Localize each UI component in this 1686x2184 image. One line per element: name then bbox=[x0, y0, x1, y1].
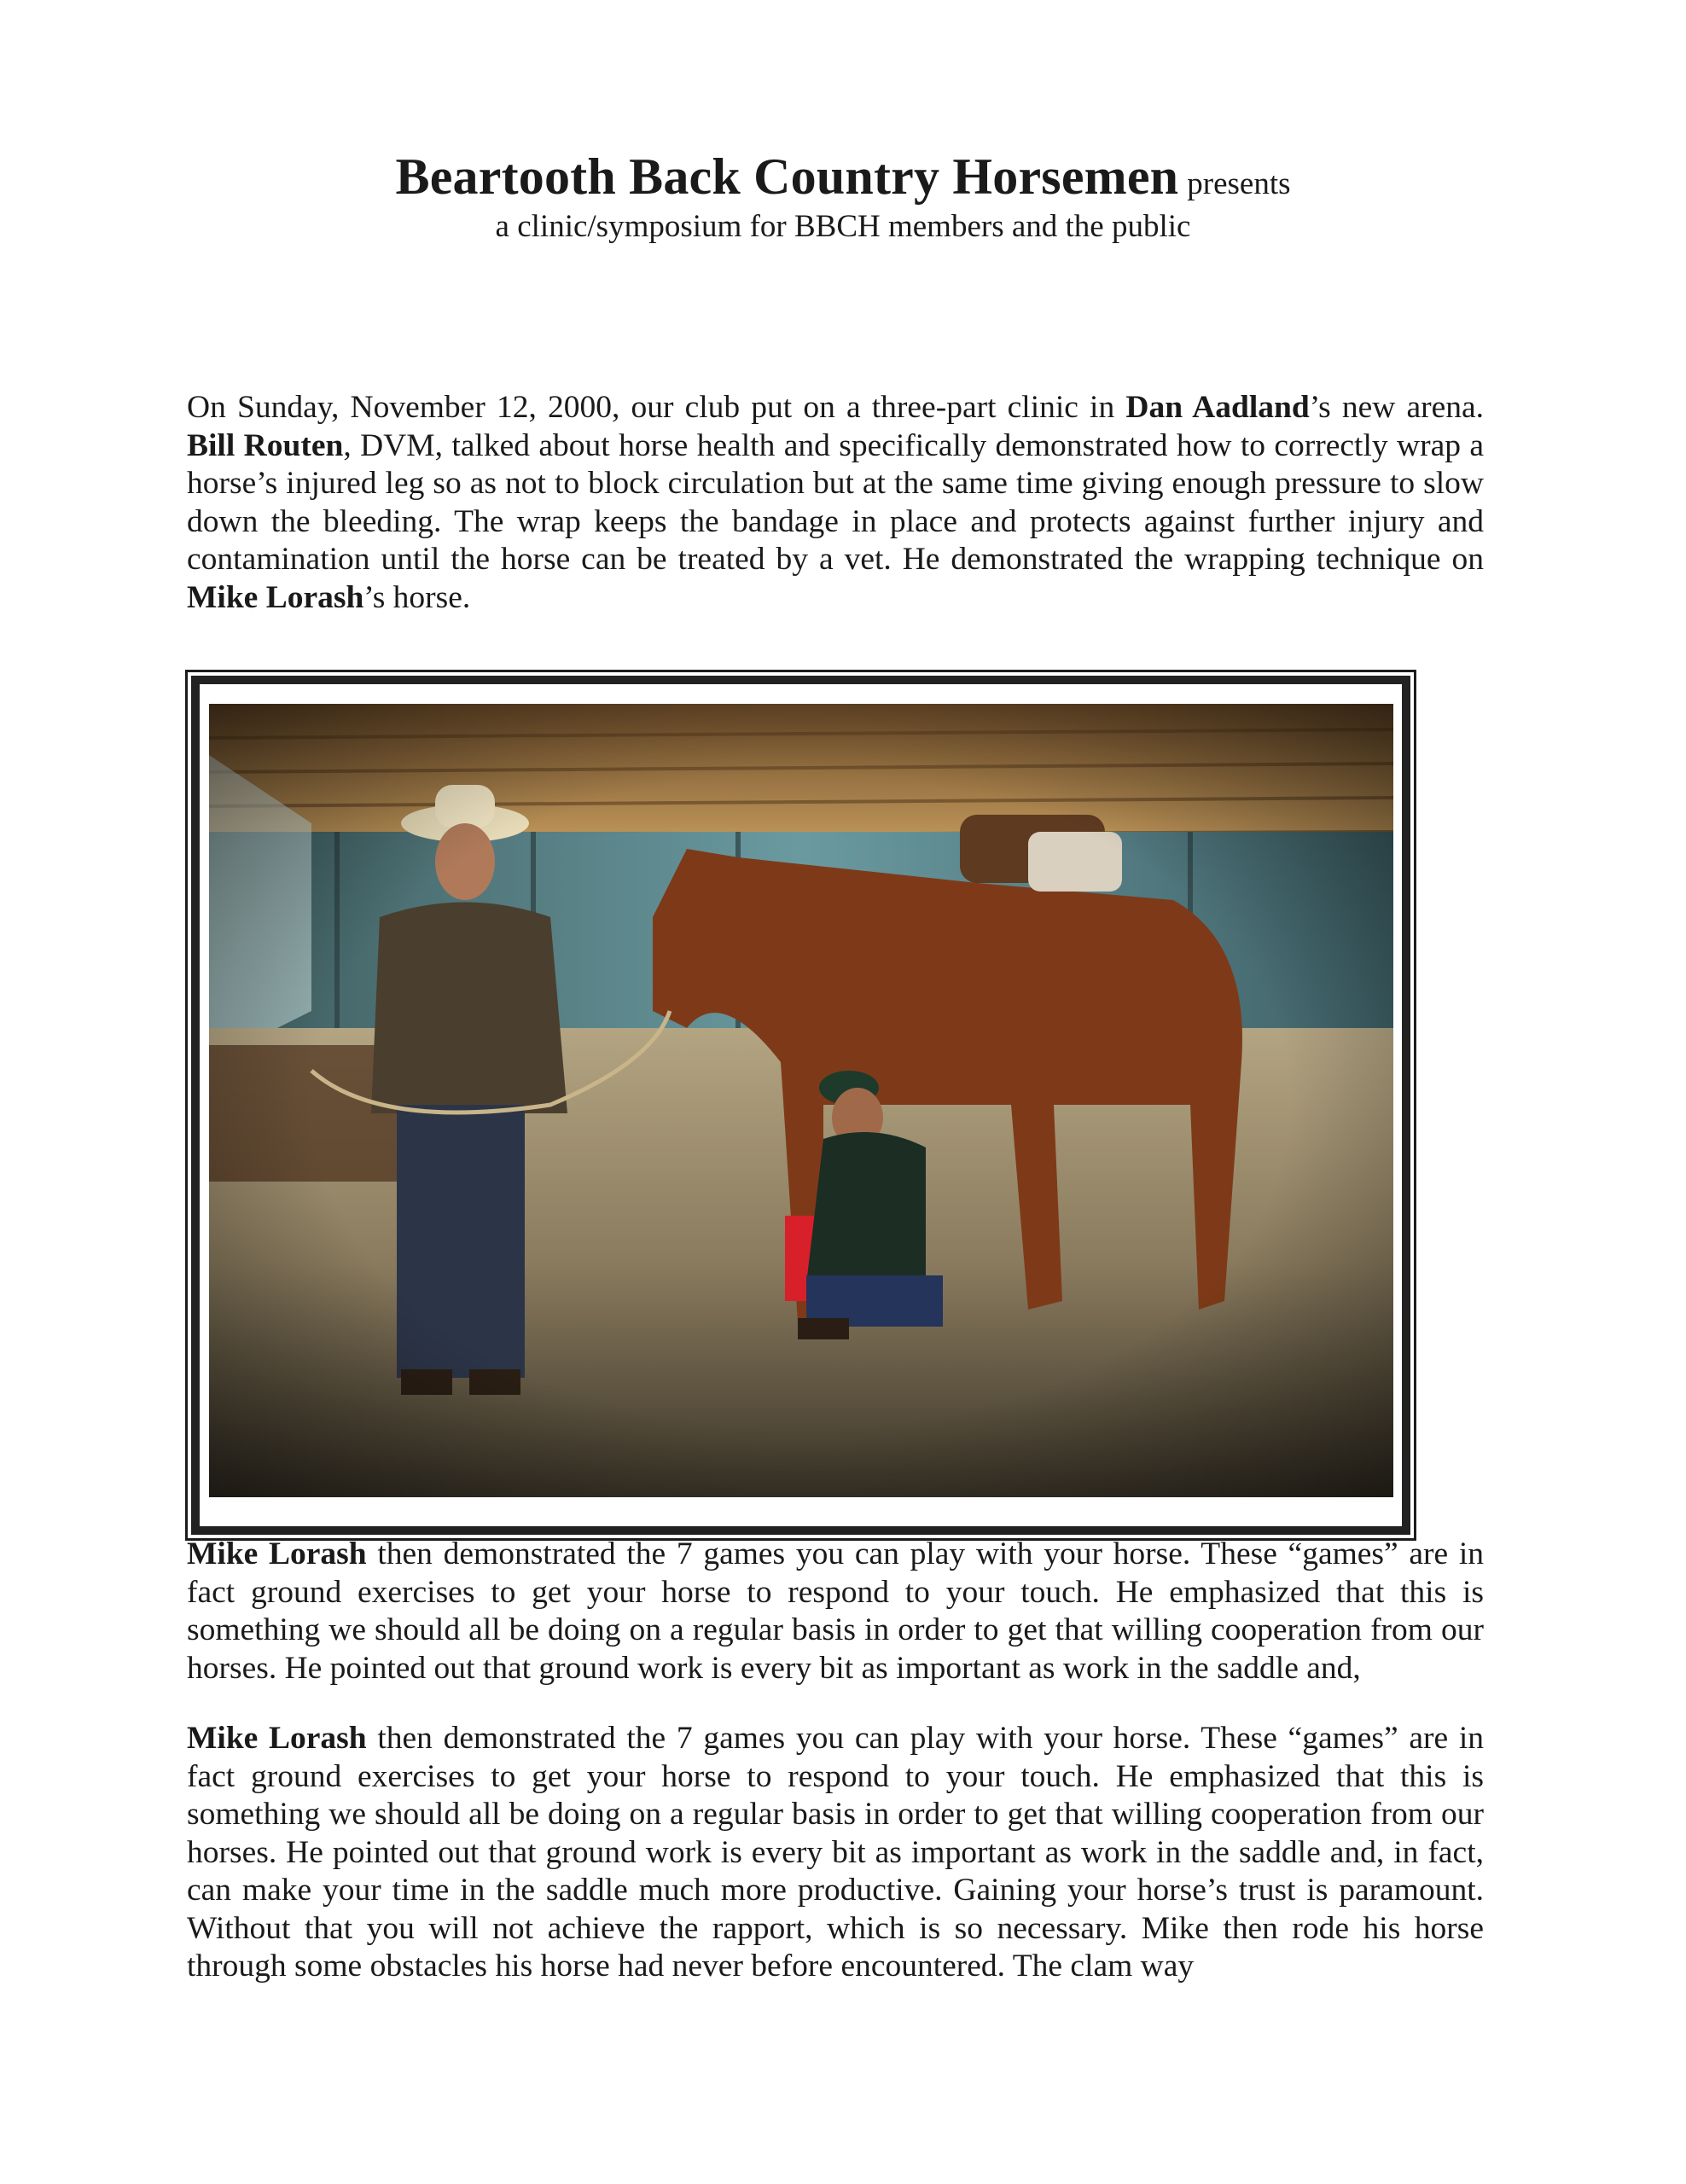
document-subtitle: a clinic/symposium for BBCH members and the public bbox=[495, 209, 1191, 244]
name-mike-lorash: Mike Lorash bbox=[187, 1536, 367, 1571]
paragraph-games-full bbox=[187, 1720, 1484, 1986]
text-run: ’s new arena. bbox=[1309, 390, 1485, 425]
text-run: , DVM, talked about horse health and specifically demonstrated how to correctly wrap a horse’s injured leg so as not to block circulation but at the same time giving enough pressure to slow down the bleeding. The wrap keeps the bandage in place and protects against further injury and contamination until the horse can be treated by a vet. He demonstrated the wrapping technique on bbox=[187, 427, 1484, 577]
paragraph-intro bbox=[187, 389, 1484, 617]
text-run: then demonstrated the 7 games you can play with your horse. These “games” are in fact ground exercises to get your horse to respond to your touch. He emphasized that this is something we should all be doing on a regular basis in order to get that willing cooperation from our horses. He pointed out that ground work is every bit as important as work in the saddle and, bbox=[187, 1536, 1485, 1686]
text-run: On Sunday, November 12, 2000, our club put on a three-part clinic in bbox=[187, 390, 1126, 425]
arena-photo bbox=[209, 704, 1393, 1497]
name-mike-lorash: Mike Lorash bbox=[187, 1721, 367, 1756]
photo-frame bbox=[185, 670, 1416, 1541]
text-run: ’s horse. bbox=[363, 579, 471, 615]
presents-text: presents bbox=[1187, 166, 1291, 201]
document-title bbox=[0, 147, 1686, 214]
photo-frame-inner bbox=[191, 676, 1410, 1535]
name-dan-aadland: Dan Aadland bbox=[1125, 390, 1310, 425]
club-name: Beartooth Back Country Horsemen bbox=[395, 148, 1179, 205]
paragraph-games bbox=[187, 1536, 1484, 1687]
name-mike-lorash: Mike Lorash bbox=[187, 579, 364, 615]
name-bill-routen: Bill Routen bbox=[187, 427, 344, 463]
photo-illustration bbox=[209, 704, 1393, 1497]
text-run: then demonstrated the 7 games you can play with your horse. These “games” are in fact ground exercises to get your horse to respond to your touch. He emphasized that this is something we should all be doing on a regular basis in order to get that willing cooperation from our horses. He pointed out that ground work is every bit as important as work in the saddle and, in fact, can make your time in the saddle much more productive. Gaining your horse’s trust is paramount. Without that you will not achieve the rapport, which is so necessary. Mike then rode his horse through some obstacles his horse had never before encountered. The clam way bbox=[187, 1721, 1485, 1984]
